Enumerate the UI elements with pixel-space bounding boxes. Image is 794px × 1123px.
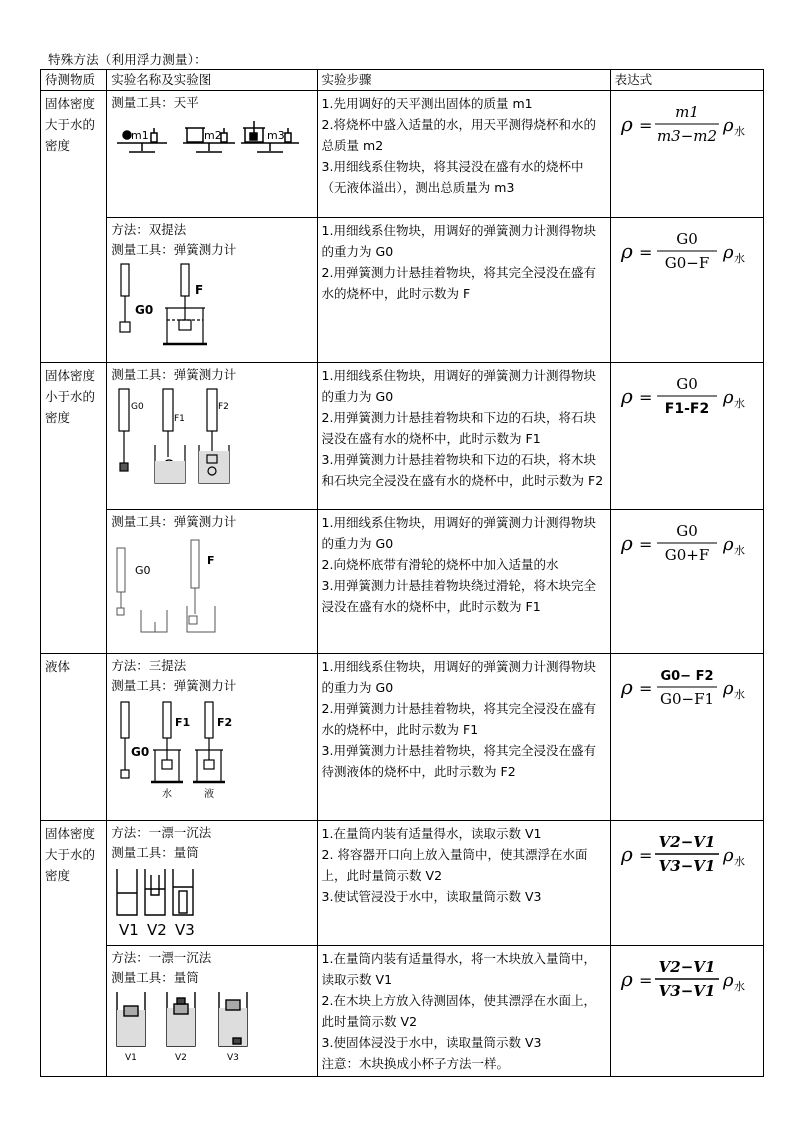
table-row — [41, 510, 764, 654]
table-row — [41, 218, 764, 363]
substance-cell: 固体密度小于水的密度 — [41, 363, 107, 654]
spring-scale-diagram — [111, 387, 305, 497]
svg-text:=: = — [638, 971, 653, 990]
step-text: 1.用细线系住物块，用调好的弹簧测力计测得物块的重力为 G0 — [321, 659, 596, 695]
fig-label: F2 — [218, 402, 230, 412]
steps-cell — [317, 218, 610, 363]
svg-text:ρ: ρ — [722, 678, 734, 699]
formula-numerator: m1 — [674, 103, 699, 121]
rho-symbol: ρ — [620, 384, 633, 408]
formula-denominator: G0−F1 — [659, 690, 714, 708]
rho-symbol: ρ — [620, 112, 633, 136]
formula-numerator: G0 — [675, 230, 698, 248]
formula-cell — [610, 654, 763, 821]
table-row — [41, 363, 764, 510]
fig-label: V2 — [147, 921, 168, 939]
substance-cell: 液体 — [41, 654, 107, 821]
method-label: 方法：一漂一沉法 — [111, 825, 212, 840]
density-formula — [615, 954, 751, 1004]
formula-cell — [610, 218, 763, 363]
density-formula — [615, 662, 751, 712]
svg-text:ρ: ρ — [722, 115, 734, 136]
experiment-cell — [107, 91, 317, 218]
formula-subscript: 水 — [733, 397, 745, 410]
step-text: 2.用弹簧测力计悬挂着物块和下边的石块，将石块浸没在盛有水的烧杯中，此时示数为 F1 — [321, 410, 596, 446]
formula-subscript: 水 — [733, 125, 745, 138]
formula-subscript: 水 — [733, 980, 745, 993]
step-text: 3.使固体浸没于水中，读取量筒示数 V3 — [321, 1035, 542, 1050]
formula-numerator: G0 — [675, 522, 698, 540]
formula-denominator: V3−V1 — [658, 982, 716, 1000]
step-text: 2.向烧杯底带有滑轮的烧杯中加入适量的水 — [321, 557, 559, 572]
svg-text:=: = — [638, 388, 653, 407]
tool-label: 测量工具：量筒 — [111, 845, 199, 860]
method-label: 方法：三提法 — [111, 658, 187, 673]
note-text: 注意：木块换成小杯子方法一样。 — [321, 1056, 510, 1071]
step-text: 2.将烧杯中盛入适量的水，用天平测得烧杯和水的总质量 m2 — [321, 117, 596, 153]
step-text: 3.使试管浸没于水中，读取量筒示数 V3 — [321, 889, 542, 904]
formula-cell — [610, 946, 763, 1077]
method-label: 方法：一漂一沉法 — [111, 950, 212, 965]
substance-cell: 固体密度大于水的密度 — [41, 821, 107, 1077]
fig-label: F — [195, 283, 204, 297]
svg-text:=: = — [638, 846, 653, 865]
step-text: 2. 将容器开口向上放入量筒中，使其漂浮在水面上，此时量筒示数 V2 — [321, 847, 588, 883]
formula-subscript: 水 — [733, 252, 745, 265]
method-label: 方法：双提法 — [111, 222, 187, 237]
rho-symbol: ρ — [620, 675, 633, 699]
formula-cell — [610, 91, 763, 218]
table-row — [41, 821, 764, 946]
step-text: 3.用弹簧测力计悬挂着物块和下边的石块，将木块和石块完全浸没在盛有水的烧杯中，此时示数为 F2 — [321, 452, 604, 488]
page-heading: 特殊方法（利用浮力测量）： — [48, 52, 207, 67]
fig-label: F1 — [174, 414, 186, 424]
steps-cell — [317, 91, 610, 218]
svg-text:=: = — [638, 116, 653, 135]
experiment-cell — [107, 510, 317, 654]
fig-label: G0 — [135, 303, 154, 317]
step-text: 1.用细线系住物块，用调好的弹簧测力计测得物块的重力为 G0 — [321, 368, 596, 404]
balance-diagram — [111, 115, 305, 165]
rho-symbol: ρ — [620, 967, 633, 991]
step-text: 3.用弹簧测力计悬挂着物块绕过滑轮，将木块完全浸没在盛有水的烧杯中，此时示数为 F1 — [321, 578, 596, 614]
tool-label: 测量工具：弹簧测力计 — [111, 242, 237, 257]
fig-label: G0 — [135, 564, 151, 577]
spring-scale-diagram — [111, 262, 305, 352]
step-text: 1.在量筒内装有适量得水，读取示数 V1 — [321, 826, 542, 841]
formula-cell — [610, 363, 763, 510]
svg-text:ρ: ρ — [722, 845, 734, 866]
fig-label: 液 — [204, 789, 215, 800]
fig-label: m3 — [267, 129, 285, 142]
steps-cell — [317, 510, 610, 654]
fig-label: V3 — [227, 1053, 240, 1063]
tool-label: 测量工具：量筒 — [111, 970, 199, 985]
step-text: 3.用细线系住物块，将其浸没在盛有水的烧杯中（无液体溢出），测出总质量为 m3 — [321, 159, 584, 195]
steps-cell — [317, 363, 610, 510]
step-text: 2.用弹簧测力计悬挂着物块，将其完全浸没在盛有水的烧杯中，此时示数为 F1 — [321, 701, 596, 737]
fig-label: V2 — [175, 1053, 188, 1063]
svg-text:ρ: ρ — [722, 970, 734, 991]
fig-label: m2 — [204, 129, 222, 142]
table-row — [41, 654, 764, 821]
experiment-cell — [107, 218, 317, 363]
cylinder-diagram — [111, 865, 305, 941]
rho-symbol: ρ — [620, 531, 633, 555]
tool-label: 测量工具：弹簧测力计 — [111, 367, 237, 382]
step-text: 1.先用调好的天平测出固体的质量 m1 — [321, 96, 533, 111]
experiment-cell — [107, 946, 317, 1077]
fig-label: F1 — [175, 716, 191, 729]
fig-label: G0 — [131, 745, 150, 759]
step-text: 2.在木块上方放入待测固体，使其漂浮在水面上，此时量筒示数 V2 — [321, 993, 596, 1029]
fig-label: F2 — [217, 716, 233, 729]
formula-subscript: 水 — [733, 688, 745, 701]
substance-cell: 固体密度大于水的密度 — [41, 91, 107, 363]
svg-text:=: = — [638, 679, 653, 698]
fig-label: V1 — [125, 1053, 138, 1063]
step-text: 1.用细线系住物块，用调好的弹簧测力计测得物块的重力为 G0 — [321, 515, 596, 551]
step-text: 1.用细线系住物块，用调好的弹簧测力计测得物块的重力为 G0 — [321, 223, 596, 259]
density-formula — [615, 99, 751, 149]
formula-cell — [610, 821, 763, 946]
header-row — [41, 70, 764, 91]
header-formula: 表达式 — [610, 70, 763, 91]
density-formula — [615, 829, 751, 879]
pulley-diagram — [111, 534, 305, 634]
step-text: 1.在量筒内装有适量得水，将一木块放入量筒中，读取示数 V1 — [321, 951, 596, 987]
fig-label: F — [207, 554, 215, 567]
method-table — [40, 69, 764, 1077]
density-formula — [615, 518, 751, 568]
formula-denominator: V3−V1 — [658, 857, 716, 875]
svg-text:ρ: ρ — [722, 534, 734, 555]
rho-symbol: ρ — [620, 239, 633, 263]
formula-denominator: G0+F — [664, 546, 709, 564]
svg-text:ρ: ρ — [722, 387, 734, 408]
svg-text:ρ: ρ — [722, 242, 734, 263]
step-text: 3.用弹簧测力计悬挂着物块，将其完全浸没在盛有待测液体的烧杯中，此时示数为 F2 — [321, 743, 596, 779]
steps-cell — [317, 654, 610, 821]
table-row — [41, 91, 764, 218]
steps-cell — [317, 821, 610, 946]
table-row — [41, 946, 764, 1077]
formula-numerator: V2−V1 — [658, 833, 716, 851]
experiment-cell — [107, 363, 317, 510]
cylinder-diagram — [111, 990, 305, 1064]
svg-text:=: = — [638, 535, 653, 554]
formula-subscript: 水 — [733, 544, 745, 557]
fig-label: V3 — [175, 921, 196, 939]
svg-text:=: = — [638, 243, 653, 262]
header-substance: 待测物质 — [41, 70, 107, 91]
tool-label: 测量工具：天平 — [111, 95, 199, 110]
fig-label: m1 — [131, 129, 149, 142]
formula-cell — [610, 510, 763, 654]
header-steps: 实验步骤 — [317, 70, 610, 91]
fig-label: 水 — [162, 789, 173, 800]
spring-scale-diagram — [111, 698, 305, 804]
fig-label: V1 — [119, 921, 140, 939]
formula-numerator: V2−V1 — [658, 958, 716, 976]
formula-numerator: G0− F2 — [660, 669, 714, 684]
formula-numerator: G0 — [675, 375, 698, 393]
formula-denominator: m3−m2 — [656, 127, 717, 145]
tool-label: 测量工具：弹簧测力计 — [111, 514, 237, 529]
header-experiment: 实验名称及实验图 — [107, 70, 317, 91]
density-formula — [615, 371, 751, 421]
experiment-cell — [107, 654, 317, 821]
density-formula — [615, 226, 751, 276]
formula-subscript: 水 — [733, 855, 745, 868]
rho-symbol: ρ — [620, 842, 633, 866]
fig-label: G0 — [131, 402, 144, 412]
formula-denominator: G0−F — [664, 254, 709, 272]
tool-label: 测量工具：弹簧测力计 — [111, 678, 237, 693]
steps-cell — [317, 946, 610, 1077]
formula-denominator: F1-F2 — [664, 401, 709, 417]
step-text: 2.用弹簧测力计悬挂着物块，将其完全浸没在盛有水的烧杯中，此时示数为 F — [321, 265, 596, 301]
experiment-cell — [107, 821, 317, 946]
